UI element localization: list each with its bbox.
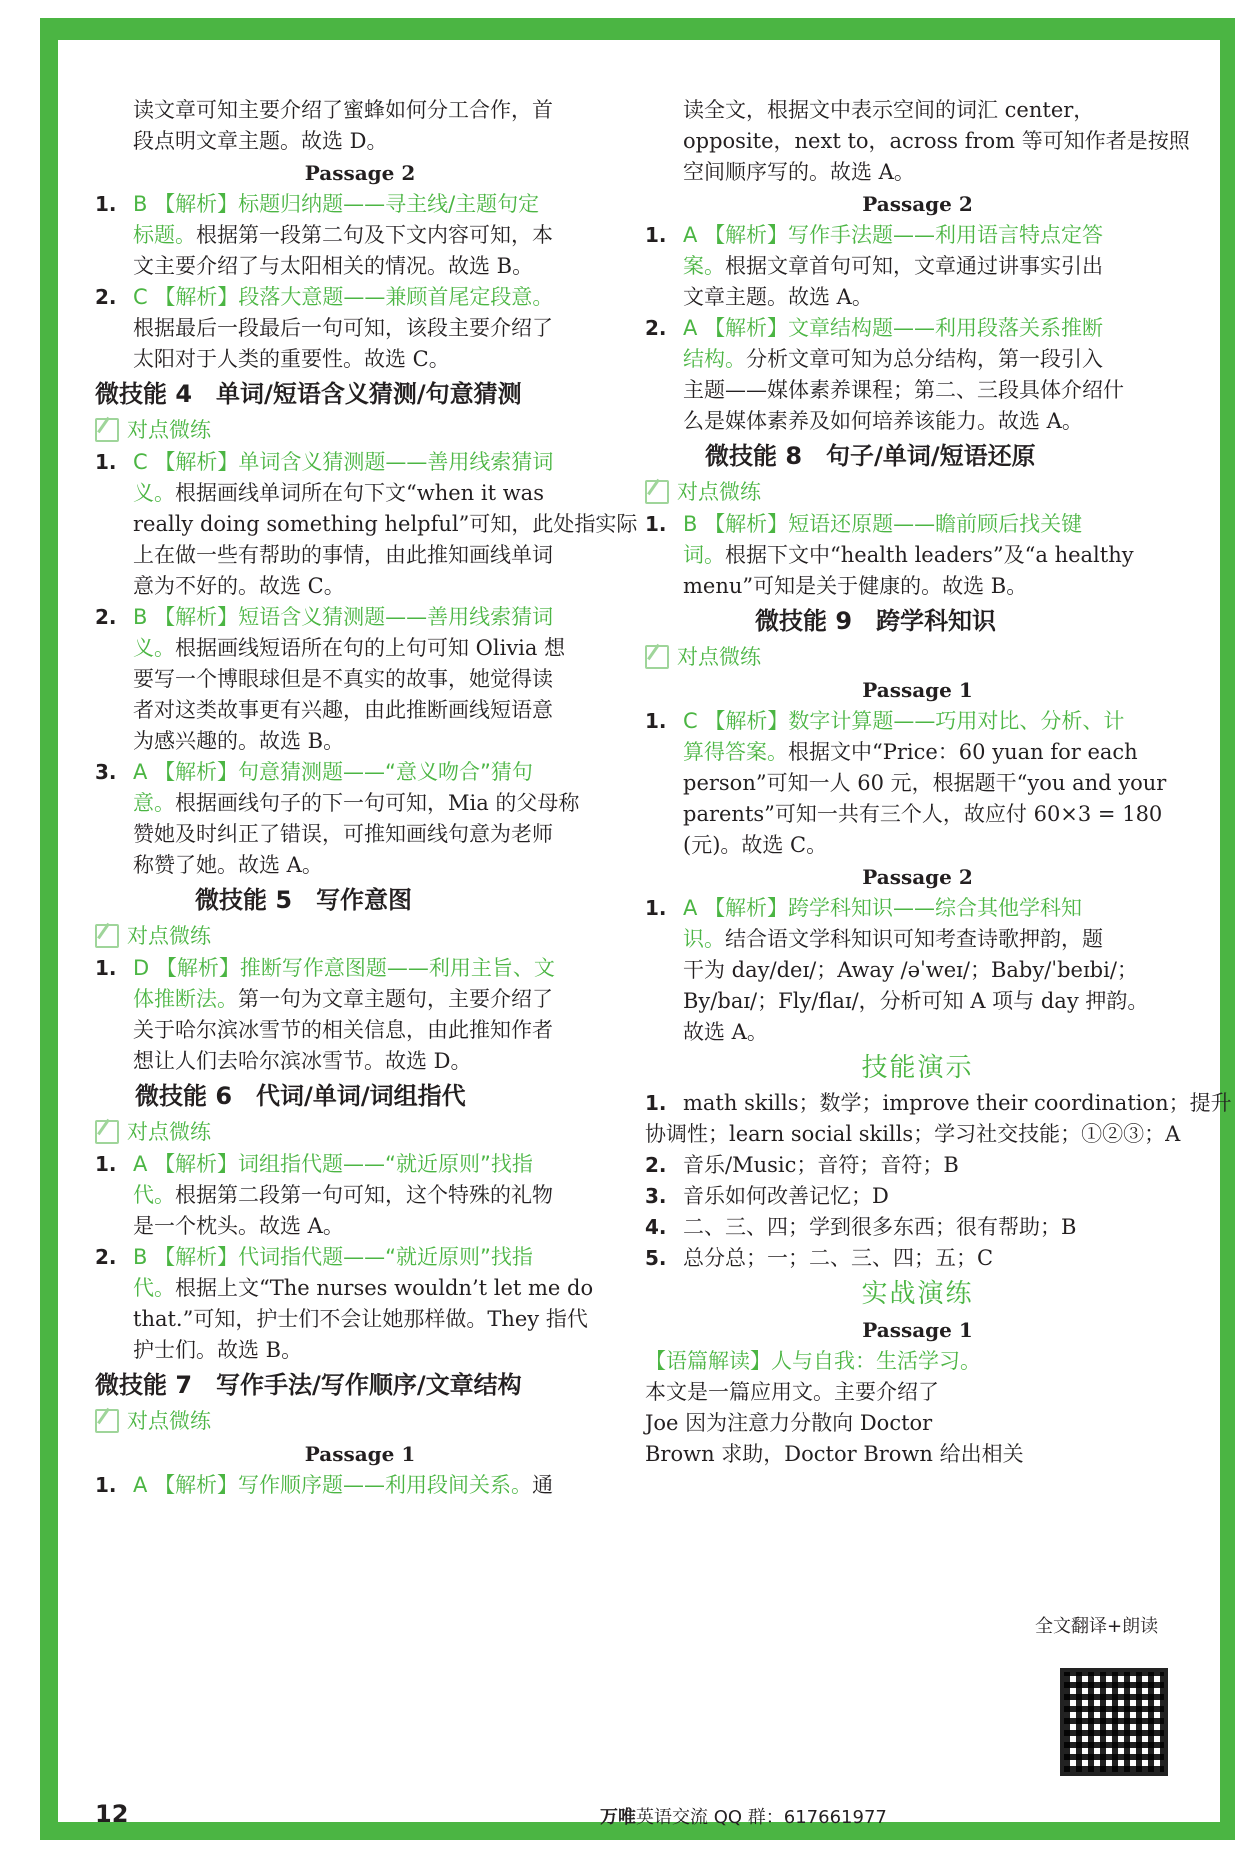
section-title-demo: 技能演示 [861, 1053, 974, 1083]
question-item: 1. A 【解析】跨学科知识——综合其他学科知 [645, 896, 1083, 920]
guide-line: 本文是一篇应用文。主要介绍了 [645, 1380, 939, 1404]
drill-heading: 对点微练 [95, 413, 625, 447]
intro-line: 段点明文章主题。故选 D。 [133, 129, 388, 153]
skill-heading: 微技能 7 写作手法/写作顺序/文章结构 [95, 1371, 522, 1399]
question-item: 1. B 【解析】标题归纳题——寻主线/主题句定 [95, 192, 540, 216]
question-item: 1. A 【解析】写作顺序题——利用段间关系。通 [95, 1473, 554, 1497]
skill-heading: 微技能 8 句子/单词/短语还原 [705, 442, 1036, 470]
right-column: 读全文，根据文中表示空间的词汇 center， opposite，next to，across from 等可知作者是按照 空间顺序写的。故选 A。 Passage 2 1. A 【解析】写作手法题——利用语言特点定答 案。根据文章首句可知，文章通过讲事实引出 文章主题。故选 A。 2. A 【解析】文章结构题——利用段落关系推断 结构。分析文章可知为总分结构，第一段引入 主题——媒体素养课程；第二、三段具体介绍什 么是媒体素养及如何培养该能力。故选 A。 微技能 8 句子/单词/短语还原 对点微练 1. B 【解析】短语还原题——瞻前顾后找关键 词。根据下文中“health leaders”及“a healthy menu”可知是关于健康的。故选 B。 微技能 9 跨学科知识 对点微练 Passage 1 1. C 【解析】数字计算题——巧用对比、分析、计 算得答案。根据文中“Price：60 yuan for each person”可知一人 60 元，根据题干“you and your parents”可知一共有三个人，故应付 60×3 = 180 (元)。故选 C。 Passage 2 1. A 【解析】跨学科知识——综合其他学科知 识。结合语文学科知识可知考查诗歌押韵，题 干为 day/deɪ/；Away /əˈweɪ/；Baby/ˈbeɪbi/； By/baɪ/；Fly/flaɪ/，分析可知 A 项与 day 押韵。 故选 A。 技能演示 1. math skills；数学；improve their coordination；提升 协调性；learn social skills；学习社交技能；①②③；A 2. 音乐/Music；音符；音符；B 3. 音乐如何改善记忆；D 4. 二、三、四；学到很多东西；很有帮助；B 5. 总分总；一；二、三、四；五；C 实战演练 Passage 1 【语篇解读】人与自我：生活学习。 本文是一篇应用文。主要介绍了 Joe 因为注意力分散向 Doctor Brown 求助，Doctor Brown 给出相关 [645, 95, 1190, 1470]
pencil-note-icon [95, 418, 119, 442]
passage-title: Passage 1 [862, 1318, 973, 1342]
question-item: 1. B 【解析】短语还原题——瞻前顾后找关键 [645, 512, 1083, 536]
footer-text: 万唯英语交流 QQ 群：617661977 [600, 1807, 887, 1828]
pencil-note-icon [95, 1120, 119, 1144]
page-number: 12 [95, 1800, 129, 1828]
question-item: 1. A 【解析】写作手法题——利用语言特点定答 [645, 223, 1104, 247]
guide-line: Brown 求助，Doctor Brown 给出相关 [645, 1442, 1024, 1466]
pencil-note-icon [645, 480, 669, 504]
demo-item: 5. 总分总；一；二、三、四；五；C [645, 1246, 994, 1270]
brand-logo: 万唯 [600, 1807, 636, 1828]
pencil-note-icon [645, 645, 669, 669]
page-border-right [1220, 18, 1235, 1840]
skill-heading: 微技能 9 跨学科知识 [755, 607, 997, 635]
drill-heading: 对点微练 [645, 640, 1190, 674]
question-item: 2. A 【解析】文章结构题——利用段落关系推断 [645, 316, 1104, 340]
passage-title: Passage 1 [304, 1442, 416, 1466]
passage-title: Passage 2 [862, 192, 973, 216]
question-item: 2. B 【解析】代词指代题——“就近原则”找指 [95, 1245, 533, 1269]
skill-heading: 微技能 6 代词/单词/词组指代 [135, 1082, 466, 1110]
section-title-practice: 实战演练 [861, 1279, 974, 1309]
qr-code-icon[interactable] [1060, 1668, 1168, 1776]
intro-line: 读文章可知主要介绍了蜜蜂如何分工合作，首 [133, 98, 553, 122]
demo-item: 4. 二、三、四；学到很多东西；很有帮助；B [645, 1215, 1077, 1239]
intro-line: opposite，next to，across from 等可知作者是按照 [683, 129, 1190, 153]
drill-heading: 对点微练 [645, 475, 1190, 509]
guide-line: Joe 因为注意力分散向 Doctor [645, 1411, 933, 1435]
demo-item: 协调性；learn social skills；学习社交技能；①②③；A [645, 1122, 1181, 1146]
question-item: 3. A 【解析】句意猜测题——“意义吻合”猜句 [95, 760, 533, 784]
passage-title: Passage 2 [304, 161, 416, 185]
skill-heading: 微技能 4 单词/短语含义猜测/句意猜测 [95, 380, 522, 408]
demo-item: 1. math skills；数学；improve their coordination；提升 [645, 1091, 1232, 1115]
intro-line: 空间顺序写的。故选 A。 [683, 160, 915, 184]
page-border-left [40, 18, 58, 1840]
qr-label: 全文翻译+朗读 [1035, 1616, 1159, 1637]
intro-line: 读全文，根据文中表示空间的词汇 center， [683, 98, 1095, 122]
drill-heading: 对点微练 [95, 1404, 625, 1438]
demo-item: 2. 音乐/Music；音符；音符；B [645, 1153, 959, 1177]
drill-heading: 对点微练 [95, 919, 625, 953]
guide-tag: 【语篇解读】人与自我：生活学习。 [645, 1349, 981, 1373]
pencil-note-icon [95, 1409, 119, 1433]
left-column: 读文章可知主要介绍了蜜蜂如何分工合作，首 段点明文章主题。故选 D。 Passage 2 1. B 【解析】标题归纳题——寻主线/主题句定 标题。根据第一段第二句及下文内容可知，本 文主要介绍了与太阳相关的情况。故选 B。 2. C 【解析】段落大意题——兼顾首尾定段意。 根据最后一段最后一句可知，该段主要介绍了 太阳对于人类的重要性。故选 C。 微技能 4 单词/短语含义猜测/句意猜测 对点微练 1. C 【解析】单词含义猜测题——善用线索猜词 义。根据画线单词所在句下文“when it was really doing something helpful”可知，此处指实际 上在做一些有帮助的事情，由此推知画线单词 意为不好的。故选 C。 2. B 【解析】短语含义猜测题——善用线索猜词 义。根据画线短语所在句的上句可知 Olivia 想 要写一个博眼球但是不真实的故事，她觉得读 者对这类故事更有兴趣，由此推断画线短语意 为感兴趣的。故选 B。 3. A 【解析】句意猜测题——“意义吻合”猜句 意。根据画线句子的下一句可知，Mia 的父母称 赞她及时纠正了错误，可推知画线句意为老师 称赞了她。故选 A。 微技能 5 写作意图 对点微练 1. D 【解析】推断写作意图题——利用主旨、文 体推断法。第一句为文章主题句，主要介绍了 关于哈尔滨冰雪节的相关信息，由此推知作者 想让人们去哈尔滨冰雪节。故选 D。 微技能 6 代词/单词/词组指代 对点微练 1. A 【解析】词组指代题——“就近原则”找指 代。根据第二段第一句可知，这个特殊的礼物 是一个枕头。故选 A。 2. B 【解析】代词指代题——“就近原则”找指 代。根据上文“The nurses wouldn’t let me do that.”可知，护士们不会让她那样做。They 指代 护士们。故选 B。 微技能 7 写作手法/写作顺序/文章结构 对点微练 Passage 1 1. A 【解析】写作顺序题——利用段间关系。通 [95, 95, 625, 1501]
question-item: 1. D 【解析】推断写作意图题——利用主旨、文 [95, 956, 555, 980]
question-item: 1. A 【解析】词组指代题——“就近原则”找指 [95, 1152, 533, 1176]
passage-title: Passage 2 [862, 865, 973, 889]
question-item: 1. C 【解析】单词含义猜测题——善用线索猜词 [95, 450, 554, 474]
skill-heading: 微技能 5 写作意图 [195, 886, 413, 914]
question-item: 2. C 【解析】段落大意题——兼顾首尾定段意。 [95, 285, 554, 309]
drill-heading: 对点微练 [95, 1115, 625, 1149]
demo-item: 3. 音乐如何改善记忆；D [645, 1184, 889, 1208]
question-item: 1. C 【解析】数字计算题——巧用对比、分析、计 [645, 709, 1125, 733]
passage-title: Passage 1 [862, 678, 973, 702]
question-item: 2. B 【解析】短语含义猜测题——善用线索猜词 [95, 605, 554, 629]
pencil-note-icon [95, 924, 119, 948]
